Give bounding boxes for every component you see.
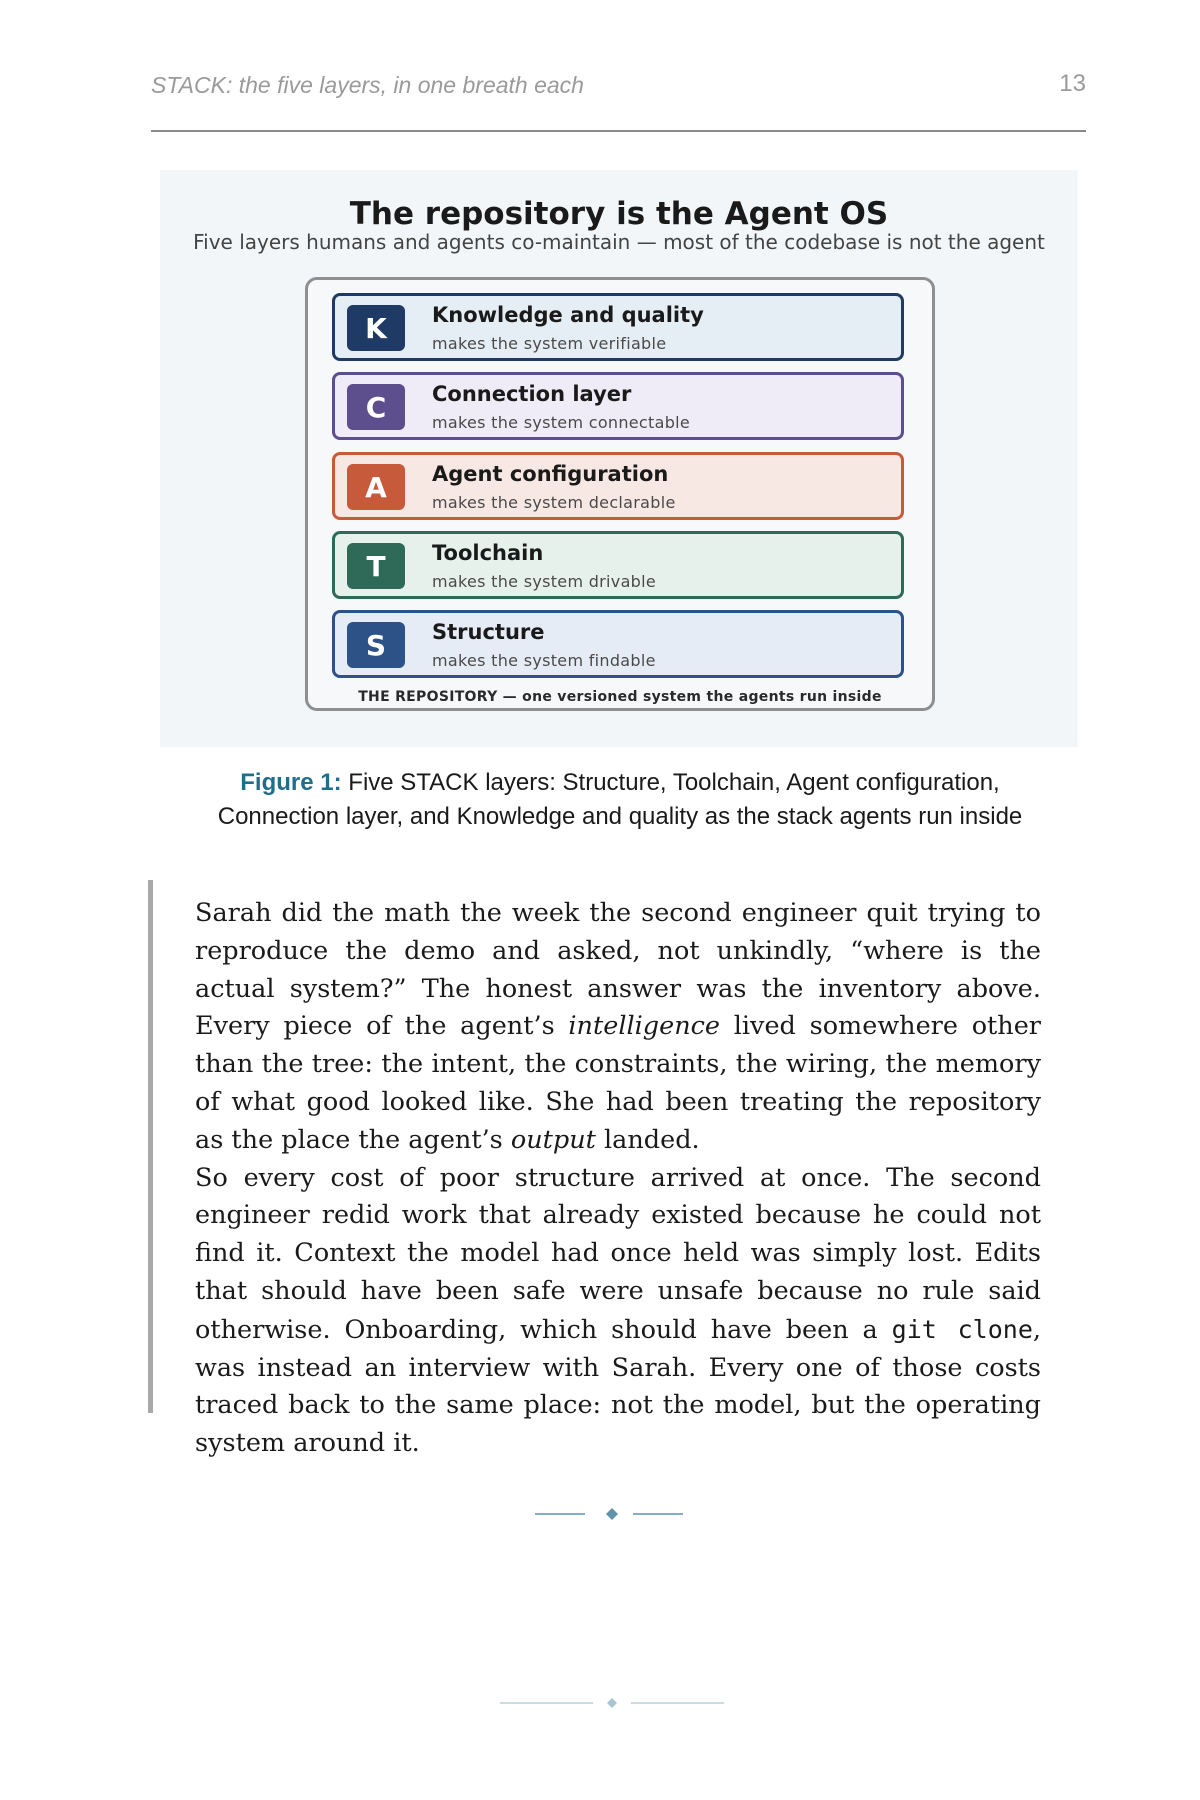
quote-text-part: So every cost of poor structure arrived at once. The second engineer redid work that already existed because he could not find it. Context the model had once held was simply lost. Edits that should have been safe were unsafe because no rule said otherwise. Onboarding, which should have been a: [195, 1162, 1041, 1345]
layer-structure: [332, 610, 904, 678]
figure-subtitle: Five layers humans and agents co-maintain — most of the codebase is not the agent: [193, 230, 1045, 254]
figure-panel: [160, 170, 1078, 747]
diamond-icon: [607, 1698, 617, 1708]
layer-badge: T: [347, 543, 405, 589]
layer-name: Knowledge and quality: [432, 303, 704, 327]
repository-caption: THE REPOSITORY — one versioned system the agents run inside: [358, 689, 882, 705]
footer-ornament: [0, 1693, 1200, 1713]
layer-description: makes the system verifiable: [432, 334, 667, 353]
layer-badge: C: [347, 384, 405, 430]
quote-text-part: landed.: [595, 1124, 700, 1155]
inline-code: git clone: [891, 1314, 1033, 1344]
emphasis-intelligence: intelligence: [568, 1011, 720, 1042]
layer-agent-configuration: [332, 452, 904, 520]
layer-description: makes the system findable: [432, 651, 656, 670]
layer-badge: A: [347, 464, 405, 510]
quote-text-part: lived somewhere other than the tree: the intent, the constraints, the wiring, the memory of what good looked like. She had been treating the repository as the place the agent’s: [195, 1011, 1041, 1155]
quote-block: [148, 880, 1053, 1459]
page-number: 13: [1059, 70, 1086, 97]
quote-text-part: , was instead an interview with Sarah. Every one of those costs traced back to the same place: not the model, but the operating system around it.: [195, 1314, 1041, 1459]
running-title: STACK: the five layers, in one breath each: [151, 72, 584, 98]
diamond-icon: [606, 1508, 618, 1520]
layer-description: makes the system connectable: [432, 413, 691, 432]
running-header: [151, 58, 1086, 132]
layer-name: Structure: [432, 620, 545, 644]
figure-caption: [180, 766, 1060, 834]
figure-caption-text: Five STACK layers: Structure, Toolchain, Agent configuration, Connection layer, and Knowledge and quality as the stack agents run inside: [217, 769, 1023, 830]
layer-knowledge: [332, 293, 904, 361]
layer-name: Agent configuration: [432, 462, 669, 486]
layer-badge: S: [347, 622, 405, 668]
repository-box: [305, 277, 935, 711]
layer-connection: [332, 372, 904, 440]
figure-label: Figure 1:: [240, 769, 342, 796]
section-divider-ornament: [0, 1504, 1200, 1524]
layer-name: Toolchain: [432, 541, 544, 565]
layer-description: makes the system declarable: [432, 493, 676, 512]
layer-description: makes the system drivable: [432, 572, 657, 591]
layer-name: Connection layer: [432, 382, 632, 406]
emphasis-output: output: [510, 1124, 596, 1155]
figure-title: The repository is the Agent OS: [349, 196, 889, 232]
quote-text-part: Sarah did the math the week the second engineer quit trying to reproduce the demo and asked, not unkindly, “where is the actual system?” The honest answer was the inventory above. Every piece of the agent’s: [195, 898, 1041, 1042]
layer-toolchain: [332, 531, 904, 599]
quote-text: [195, 895, 1041, 1463]
layer-badge: K: [347, 305, 405, 351]
